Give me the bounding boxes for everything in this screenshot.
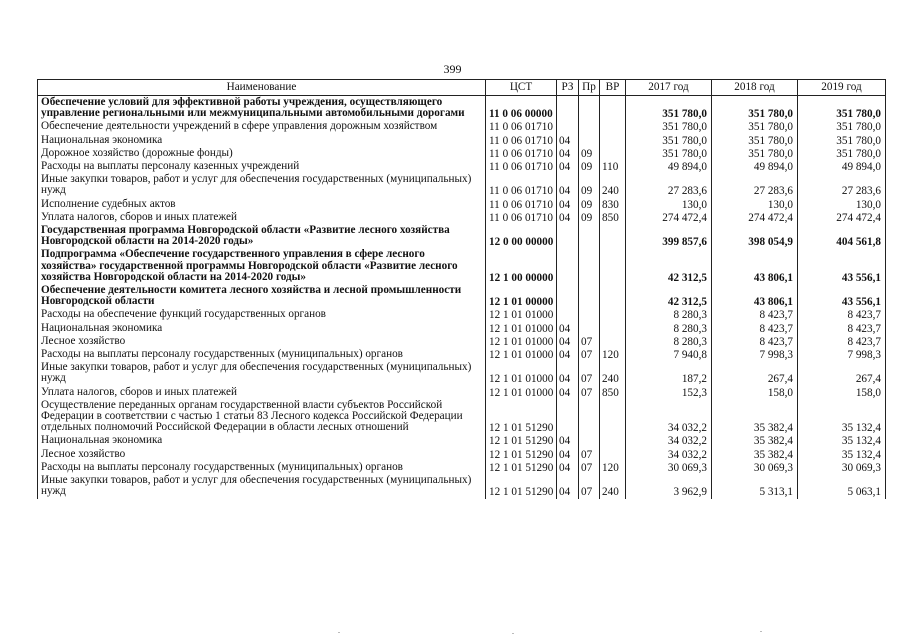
table-row: [38, 211, 886, 224]
cell-2019: 404 561,8: [798, 224, 886, 248]
cell-cst: 12 1 01 00000: [486, 284, 557, 308]
table-row: [38, 284, 886, 308]
cell-cst: 11 0 06 01710: [486, 120, 557, 133]
table-row: [38, 120, 886, 133]
cell-2017: 8 280,3: [626, 308, 712, 321]
cell-name: Подпрограмма «Обеспечение государственного управления в сфере лесного хозяйства» государственной программы Новгородской области «Развитие лесного хозяйства Новгородской области на 2014-2020 годы»: [38, 248, 486, 284]
cell-cst: 12 1 01 01000: [486, 361, 557, 385]
cell-2019: 43 556,1: [798, 248, 886, 284]
cell-2018: 7 998,3: [712, 348, 798, 361]
cell-2017: 27 283,6: [626, 173, 712, 197]
cell-2017: 351 780,0: [626, 134, 712, 147]
cell-cst: 11 0 06 00000: [486, 96, 557, 121]
header-2019: 2019 год: [798, 80, 886, 96]
cell-cst: 12 1 01 51290: [486, 461, 557, 474]
cell-2019: 351 780,0: [798, 147, 886, 160]
table-header-row: [38, 80, 886, 96]
cell-2018: 35 382,4: [712, 434, 798, 447]
table-row: [38, 322, 886, 335]
cell-2018: 5 313,1: [712, 474, 798, 498]
header-name: Наименование: [38, 80, 486, 96]
cell-name: Расходы на выплаты персоналу казенных учреждений: [38, 160, 486, 173]
cell-pr: 09: [579, 211, 600, 224]
cell-rz: 04: [557, 198, 579, 211]
table-row: [38, 160, 886, 173]
cell-cst: 12 1 01 51290: [486, 399, 557, 435]
cell-rz: [557, 248, 579, 284]
budget-table: [37, 79, 886, 499]
cell-2017: 351 780,0: [626, 147, 712, 160]
cell-cst: 12 1 01 51290: [486, 448, 557, 461]
cell-rz: 04: [557, 474, 579, 498]
cell-2019: 49 894,0: [798, 160, 886, 173]
cell-cst: 12 0 00 00000: [486, 224, 557, 248]
cell-pr: 07: [579, 361, 600, 385]
table-row: [38, 361, 886, 385]
table-row: [38, 348, 886, 361]
cell-2019: 351 780,0: [798, 96, 886, 121]
cell-name: Лесное хозяйство: [38, 335, 486, 348]
cell-2018: 267,4: [712, 361, 798, 385]
cell-pr: 07: [579, 335, 600, 348]
cell-pr: [579, 224, 600, 248]
cell-vr: [600, 434, 626, 447]
cell-2017: 34 032,2: [626, 448, 712, 461]
cell-2017: 274 472,4: [626, 211, 712, 224]
cell-2017: 34 032,2: [626, 399, 712, 435]
header-rz: РЗ: [557, 80, 579, 96]
table-row: [38, 173, 886, 197]
cell-2017: 49 894,0: [626, 160, 712, 173]
cell-name: Иные закупки товаров, работ и услуг для обеспечения государственных (муниципальных) нужд: [38, 474, 486, 498]
cell-2017: 152,3: [626, 386, 712, 399]
cell-name: Осуществление переданных органам государственной власти субъектов Российской Федерации в соответствии с частью 1 статьи 83 Лесного кодекса Российской Федерации отдельных полномочий Российской Федерации в области лесных отношений: [38, 399, 486, 435]
cell-2018: 43 806,1: [712, 284, 798, 308]
cell-2018: 30 069,3: [712, 461, 798, 474]
cell-vr: [600, 308, 626, 321]
cell-vr: [600, 399, 626, 435]
cell-2018: 158,0: [712, 386, 798, 399]
cell-vr: [600, 335, 626, 348]
cell-2017: 8 280,3: [626, 322, 712, 335]
cell-2019: 35 132,4: [798, 434, 886, 447]
cell-cst: 11 0 06 01710: [486, 160, 557, 173]
cell-2019: 267,4: [798, 361, 886, 385]
table-row: [38, 434, 886, 447]
cell-pr: [579, 434, 600, 447]
cell-vr: [600, 147, 626, 160]
cell-2018: 351 780,0: [712, 147, 798, 160]
cell-2018: 351 780,0: [712, 134, 798, 147]
cell-2018: 35 382,4: [712, 399, 798, 435]
cell-2017: 130,0: [626, 198, 712, 211]
cell-2018: 27 283,6: [712, 173, 798, 197]
cell-2017: 42 312,5: [626, 284, 712, 308]
cell-vr: [600, 96, 626, 121]
cell-2018: 351 780,0: [712, 120, 798, 133]
cell-pr: [579, 284, 600, 308]
cell-rz: [557, 308, 579, 321]
cell-pr: 07: [579, 448, 600, 461]
cell-vr: [600, 120, 626, 133]
header-vr: ВР: [600, 80, 626, 96]
cell-pr: [579, 134, 600, 147]
cell-rz: 04: [557, 173, 579, 197]
cell-pr: [579, 399, 600, 435]
cell-2018: 35 382,4: [712, 448, 798, 461]
table-row: [38, 224, 886, 248]
cell-2019: 35 132,4: [798, 448, 886, 461]
cell-rz: [557, 284, 579, 308]
cell-pr: [579, 96, 600, 121]
cell-name: Иные закупки товаров, работ и услуг для обеспечения государственных (муниципальных) нужд: [38, 173, 486, 197]
cell-cst: 11 0 06 01710: [486, 173, 557, 197]
cell-rz: [557, 399, 579, 435]
cell-pr: 07: [579, 386, 600, 399]
cell-name: Расходы на обеспечение функций государственных органов: [38, 308, 486, 321]
cell-2019: 35 132,4: [798, 399, 886, 435]
cell-2019: 30 069,3: [798, 461, 886, 474]
cell-name: Обеспечение деятельности комитета лесного хозяйства и лесной промышленности Новгородской области: [38, 284, 486, 308]
cell-name: Расходы на выплаты персоналу государственных (муниципальных) органов: [38, 461, 486, 474]
table-row: [38, 461, 886, 474]
cell-rz: 04: [557, 322, 579, 335]
cell-vr: 830: [600, 198, 626, 211]
cell-2017: 7 940,8: [626, 348, 712, 361]
cell-cst: 12 1 01 01000: [486, 308, 557, 321]
header-2017: 2017 год: [626, 80, 712, 96]
cell-cst: 12 1 00 00000: [486, 248, 557, 284]
cell-name: Иные закупки товаров, работ и услуг для обеспечения государственных (муниципальных) нужд: [38, 361, 486, 385]
cell-pr: [579, 308, 600, 321]
cell-vr: 240: [600, 474, 626, 498]
cell-2017: 3 962,9: [626, 474, 712, 498]
cell-2019: 8 423,7: [798, 308, 886, 321]
cell-2019: 130,0: [798, 198, 886, 211]
cell-2017: 8 280,3: [626, 335, 712, 348]
cell-2018: 8 423,7: [712, 322, 798, 335]
cell-rz: 04: [557, 160, 579, 173]
cell-pr: 09: [579, 147, 600, 160]
cell-2018: 274 472,4: [712, 211, 798, 224]
cell-name: Обеспечение деятельности учреждений в сфере управления дорожным хозяйством: [38, 120, 486, 133]
cell-cst: 12 1 01 51290: [486, 434, 557, 447]
header-cst: ЦСТ: [486, 80, 557, 96]
table-row: [38, 386, 886, 399]
cell-2019: 8 423,7: [798, 322, 886, 335]
cell-cst: 12 1 01 51290: [486, 474, 557, 498]
cell-vr: [600, 284, 626, 308]
cell-rz: 04: [557, 434, 579, 447]
table-row: [38, 248, 886, 284]
cell-rz: [557, 120, 579, 133]
cell-name: Дорожное хозяйство (дорожные фонды): [38, 147, 486, 160]
table-row: [38, 474, 886, 498]
cell-rz: 04: [557, 335, 579, 348]
cell-vr: 110: [600, 160, 626, 173]
page-number: 399: [443, 62, 462, 76]
table-row: [38, 96, 886, 121]
cell-2019: 43 556,1: [798, 284, 886, 308]
table-body: [38, 96, 886, 499]
cell-2018: 49 894,0: [712, 160, 798, 173]
table-row: [38, 335, 886, 348]
cell-2017: 399 857,6: [626, 224, 712, 248]
cell-2017: 34 032,2: [626, 434, 712, 447]
cell-cst: 11 0 06 01710: [486, 198, 557, 211]
cell-name: Уплата налогов, сборов и иных платежей: [38, 386, 486, 399]
cell-rz: 04: [557, 461, 579, 474]
cell-2019: 7 998,3: [798, 348, 886, 361]
cell-2019: 5 063,1: [798, 474, 886, 498]
cell-2018: 8 423,7: [712, 335, 798, 348]
cell-cst: 12 1 01 01000: [486, 348, 557, 361]
cell-rz: 04: [557, 348, 579, 361]
table-row: [38, 134, 886, 147]
cell-name: Государственная программа Новгородской области «Развитие лесного хозяйства Новгородской области на 2014-2020 годы»: [38, 224, 486, 248]
cell-pr: [579, 322, 600, 335]
cell-2017: 351 780,0: [626, 96, 712, 121]
table-row: [38, 448, 886, 461]
cell-vr: [600, 224, 626, 248]
table-row: [38, 308, 886, 321]
cell-vr: 240: [600, 361, 626, 385]
cell-2018: 130,0: [712, 198, 798, 211]
cell-2019: 27 283,6: [798, 173, 886, 197]
cell-vr: 120: [600, 348, 626, 361]
cell-name: Обеспечение условий для эффективной работы учреждения, осуществляющего управление региональными или межмуниципальными автомобильными дорогами: [38, 96, 486, 121]
cell-name: Расходы на выплаты персоналу государственных (муниципальных) органов: [38, 348, 486, 361]
cell-name: Национальная экономика: [38, 134, 486, 147]
cell-rz: 04: [557, 386, 579, 399]
cell-2017: 187,2: [626, 361, 712, 385]
cell-vr: [600, 134, 626, 147]
cell-rz: 04: [557, 448, 579, 461]
cell-cst: 11 0 06 01710: [486, 134, 557, 147]
cell-vr: [600, 322, 626, 335]
header-2018: 2018 год: [712, 80, 798, 96]
cell-name: Национальная экономика: [38, 434, 486, 447]
scan-speck: [338, 632, 340, 633]
cell-pr: 07: [579, 461, 600, 474]
cell-rz: 04: [557, 361, 579, 385]
cell-2018: 43 806,1: [712, 248, 798, 284]
cell-cst: 11 0 06 01710: [486, 147, 557, 160]
table-row: [38, 147, 886, 160]
cell-vr: 850: [600, 386, 626, 399]
cell-pr: 09: [579, 173, 600, 197]
cell-2019: 8 423,7: [798, 335, 886, 348]
cell-rz: 04: [557, 134, 579, 147]
cell-name: Лесное хозяйство: [38, 448, 486, 461]
cell-rz: [557, 224, 579, 248]
cell-vr: 240: [600, 173, 626, 197]
cell-2019: 351 780,0: [798, 134, 886, 147]
cell-2018: 398 054,9: [712, 224, 798, 248]
cell-pr: [579, 248, 600, 284]
cell-vr: 850: [600, 211, 626, 224]
cell-2019: 274 472,4: [798, 211, 886, 224]
cell-cst: 12 1 01 01000: [486, 386, 557, 399]
cell-pr: 09: [579, 160, 600, 173]
cell-pr: 09: [579, 198, 600, 211]
cell-2018: 351 780,0: [712, 96, 798, 121]
cell-2018: 8 423,7: [712, 308, 798, 321]
cell-rz: 04: [557, 211, 579, 224]
cell-name: Исполнение судебных актов: [38, 198, 486, 211]
cell-cst: 12 1 01 01000: [486, 335, 557, 348]
cell-pr: 07: [579, 348, 600, 361]
scan-speck: [760, 631, 762, 632]
cell-cst: 11 0 06 01710: [486, 211, 557, 224]
cell-rz: [557, 96, 579, 121]
scan-speck: [512, 633, 514, 634]
cell-2017: 351 780,0: [626, 120, 712, 133]
cell-vr: 120: [600, 461, 626, 474]
table-row: [38, 399, 886, 435]
cell-2017: 42 312,5: [626, 248, 712, 284]
cell-2017: 30 069,3: [626, 461, 712, 474]
cell-2019: 351 780,0: [798, 120, 886, 133]
header-pr: Пр: [579, 80, 600, 96]
table-row: [38, 198, 886, 211]
cell-rz: 04: [557, 147, 579, 160]
cell-vr: [600, 248, 626, 284]
cell-vr: [600, 448, 626, 461]
cell-name: Национальная экономика: [38, 322, 486, 335]
cell-pr: 07: [579, 474, 600, 498]
cell-pr: [579, 120, 600, 133]
cell-cst: 12 1 01 01000: [486, 322, 557, 335]
cell-name: Уплата налогов, сборов и иных платежей: [38, 211, 486, 224]
cell-2019: 158,0: [798, 386, 886, 399]
